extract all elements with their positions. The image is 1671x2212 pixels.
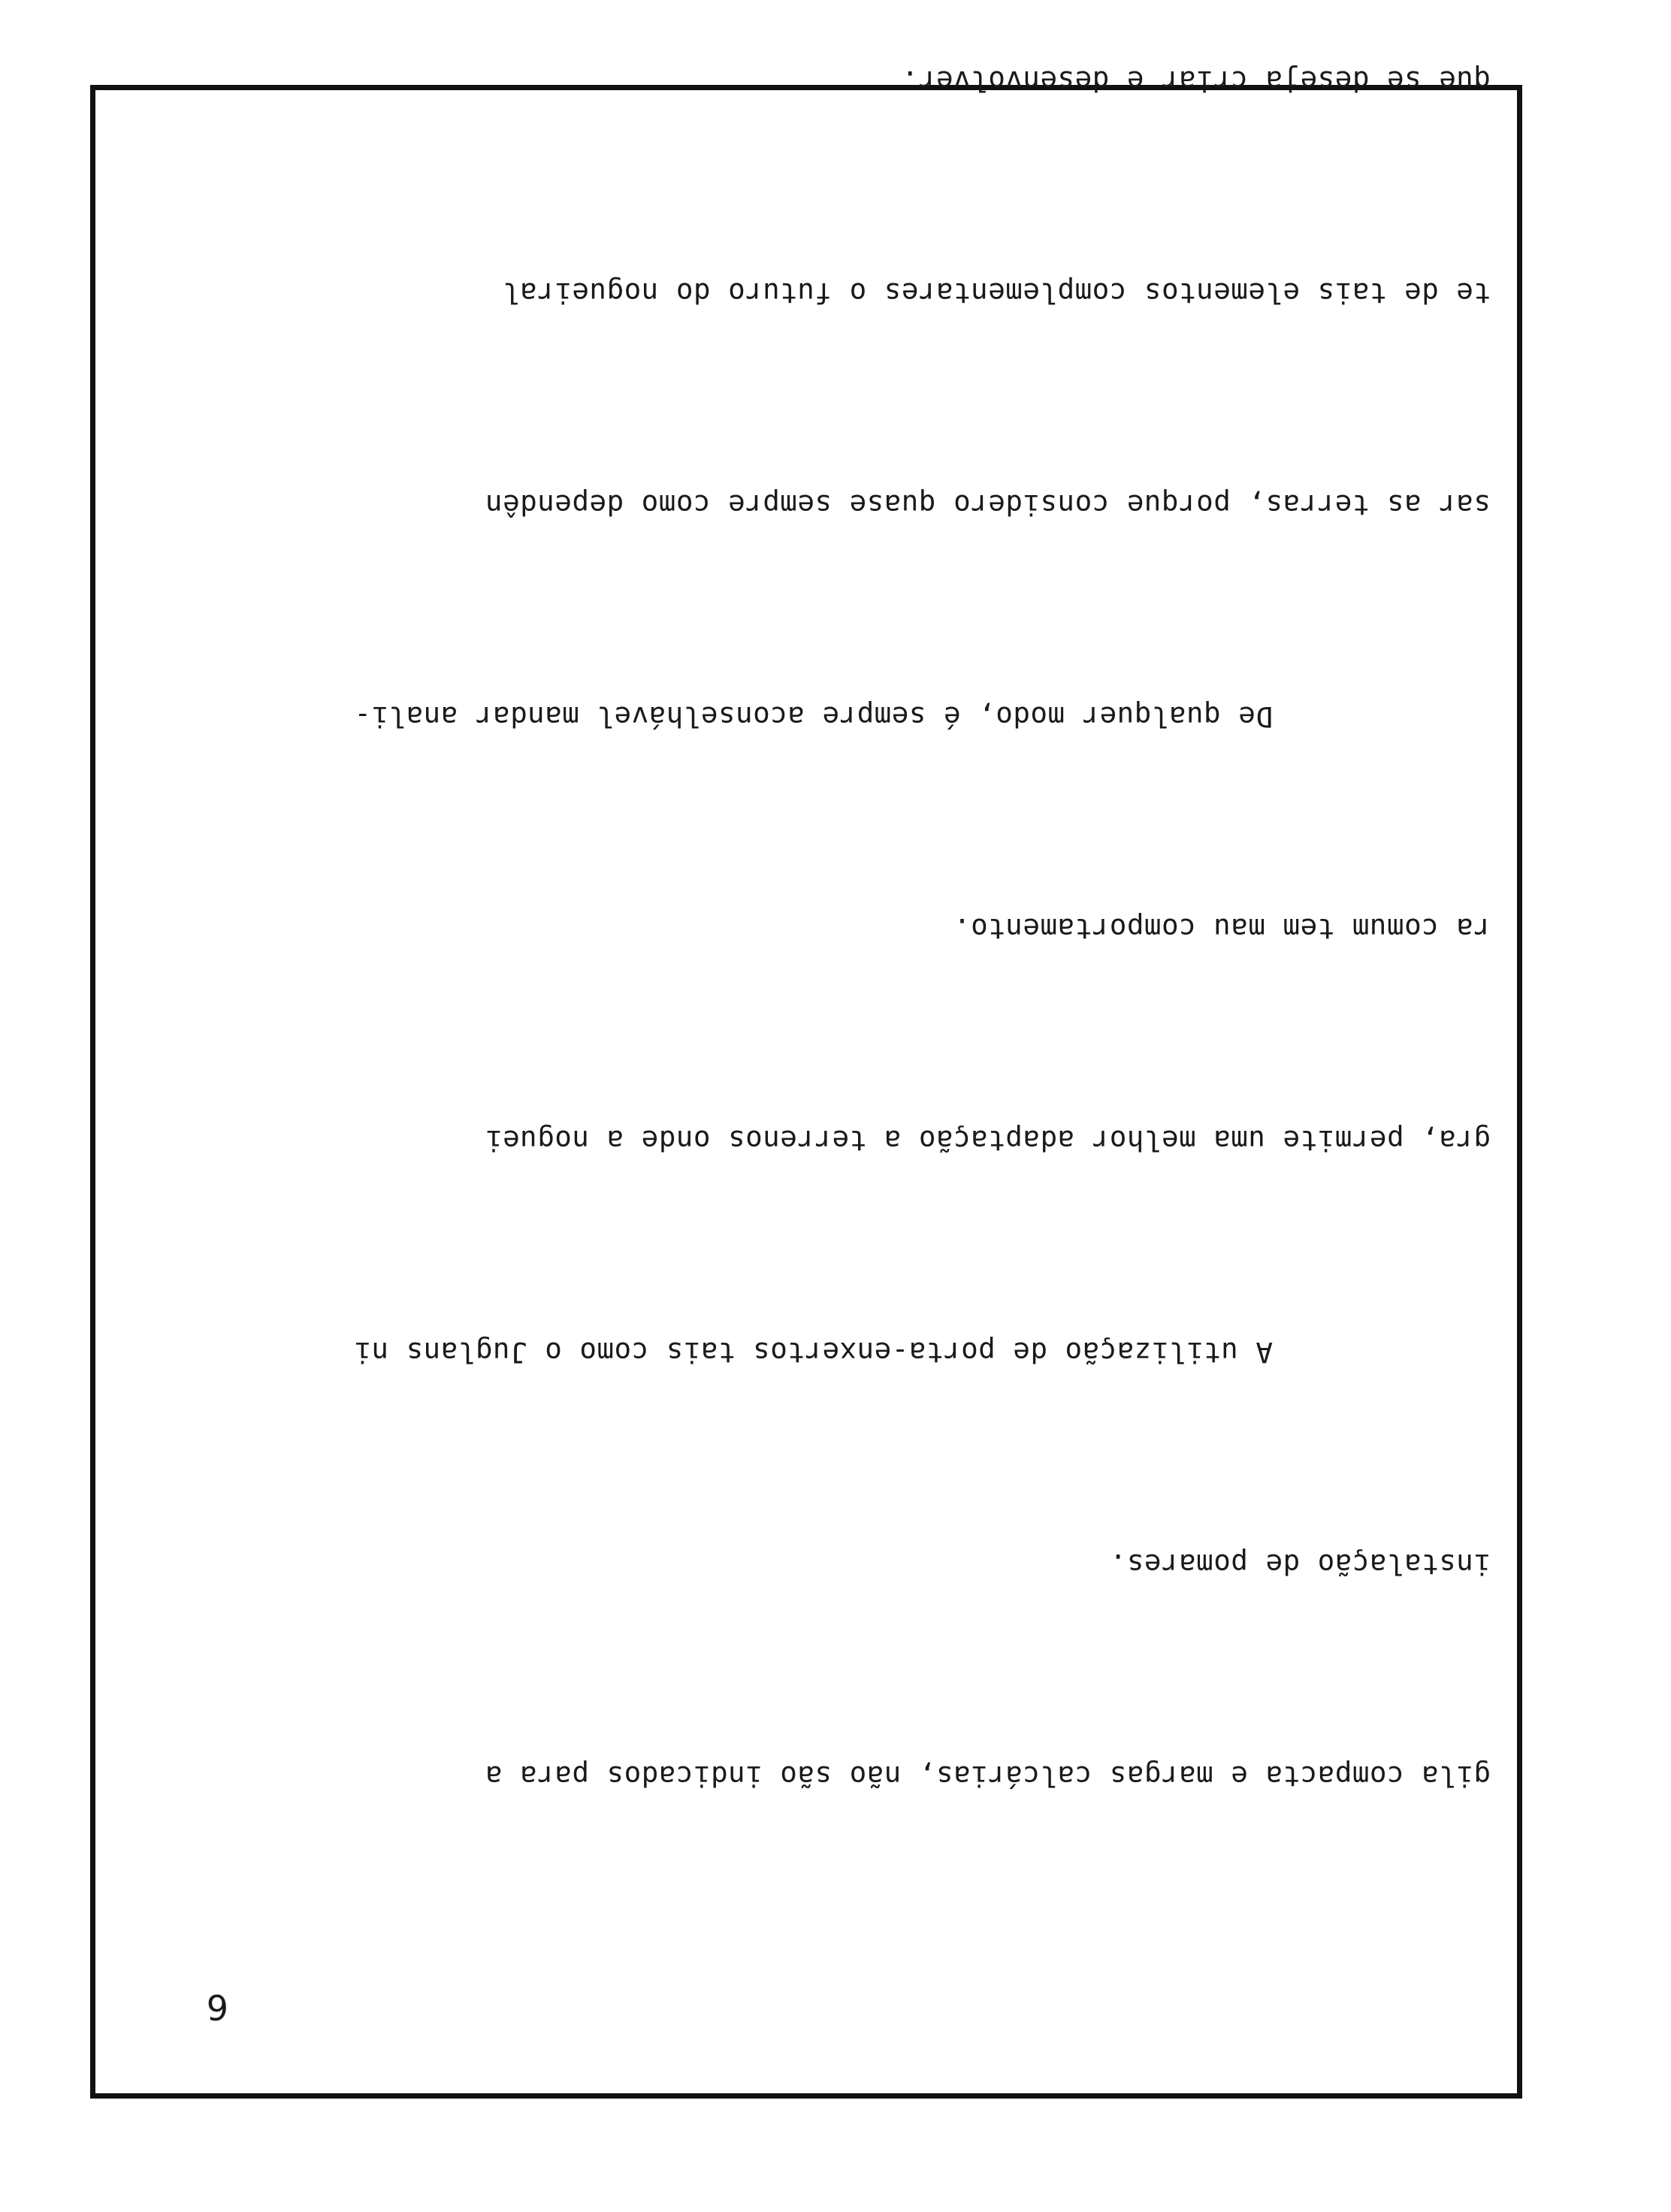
text-line: instalação de pomares. xyxy=(1109,1548,1491,1581)
text-line: sar as terras, porque considero quase sempre como dependên xyxy=(485,488,1491,521)
text-line: que se deseja criar e desenvolver. xyxy=(901,65,1491,98)
paragraph-start: A utilização de porta-enxertos tais como o Juglans ni xyxy=(353,1336,1273,1369)
page-number: 6 xyxy=(206,1987,228,2027)
text-line: gra, permite uma melhor adaptação a terrenos onde a noguei xyxy=(485,1124,1491,1157)
text-line: te de tais elementos complementares o futuro do nogueiral xyxy=(502,276,1491,310)
document-body xyxy=(168,0,1491,1953)
paragraph-start: De qualquer modo, é sempre aconselhável mandar anali- xyxy=(353,700,1273,733)
text-line: gila compacta e margas calcárias, não são indicados para a xyxy=(485,1760,1491,1793)
text-line: ra comum tem mau comportamento. xyxy=(953,912,1491,945)
